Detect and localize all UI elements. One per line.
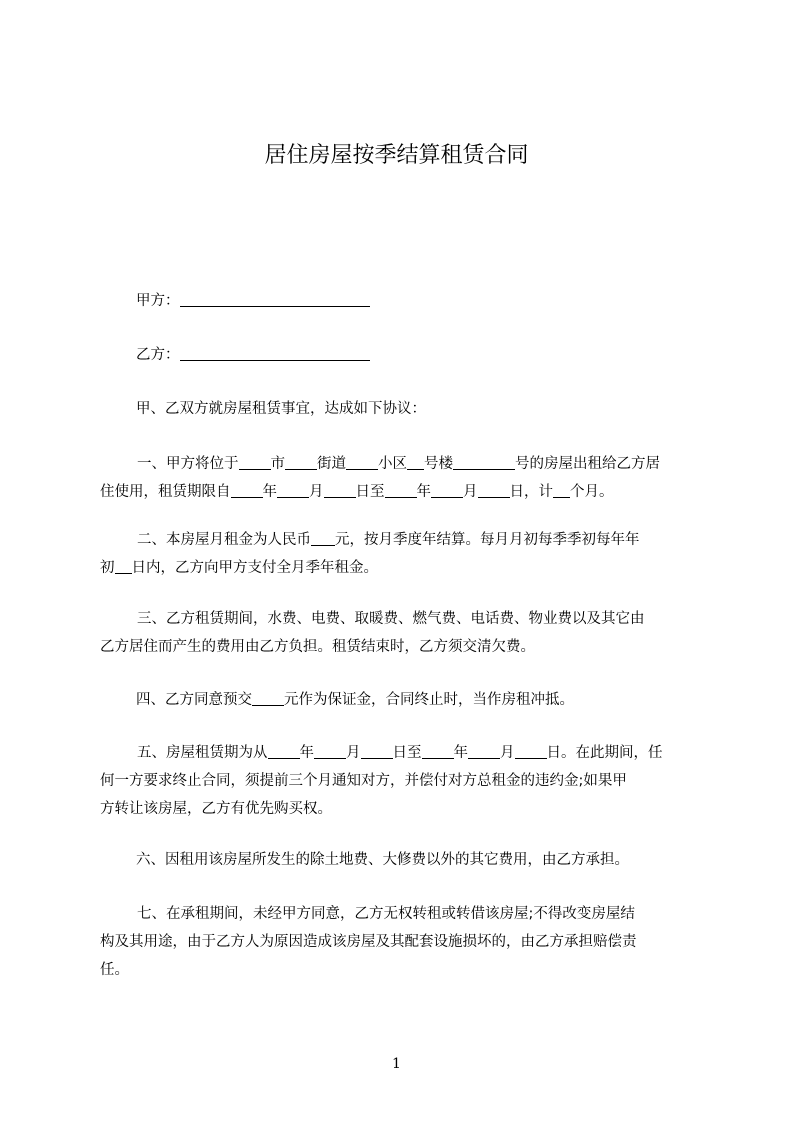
clause-3-line-2: 乙方居住而产生的费用由乙方负担。租赁结束时，乙方须交清欠费。	[100, 639, 535, 655]
clause-7	[100, 900, 710, 984]
clause-3	[100, 605, 710, 661]
clause-7-line-1: 七、在承租期间，未经甲方同意，乙方无权转租或转借该房屋;不得改变房屋结	[137, 906, 635, 922]
clause-2-line-2: 初 日内，乙方向甲方支付全月季年租金。	[100, 554, 710, 582]
party-a-line	[136, 287, 746, 315]
party-a-blank	[180, 290, 370, 307]
clause-2	[100, 526, 710, 582]
intro-text: 甲、乙双方就房屋租赁事宜，达成如下协议：	[136, 401, 426, 417]
clause-5-line-3: 方转让该房屋，乙方有优先购买权。	[100, 801, 332, 817]
clause-6: 六、因租用该房屋所发生的除土地费、大修费以外的其它费用，由乙方承担。	[136, 852, 629, 868]
clause-5-line-2: 何一方要求终止合同，须提前三个月通知对方，并偿付对方总租金的违约金;如果甲	[100, 773, 627, 789]
clause-3-line-1: 三、乙方租赁期间，水费、电费、取暖费、燃气费、电话费、物业费以及其它由	[137, 611, 645, 627]
clause-1	[100, 450, 710, 506]
party-b-line	[136, 341, 746, 369]
party-b-blank	[180, 344, 370, 361]
clause-5	[100, 739, 710, 823]
intro-paragraph	[136, 395, 746, 423]
clause-4: 四、乙方同意预交 元作为保证金，合同终止时，当作房租冲抵。	[136, 686, 746, 714]
clause-1-line-1: 一、甲方将位于 市 街道 小区 号楼 号的房屋出租给乙方居	[100, 450, 710, 478]
clause-5-line-1: 五、房屋租赁期为从 年 月 日至 年 月 日。在此期间，任	[100, 739, 710, 767]
document-title: 居住房屋按季结算租赁合同	[264, 143, 529, 168]
clause-2-line-1: 二、本房屋月租金为人民币 元，按月季度年结算。每月月初每季季初每年年	[100, 526, 710, 554]
page-number: 1	[392, 1056, 401, 1072]
clause-7-line-3: 任。	[100, 962, 129, 978]
party-a-label: 甲方：	[136, 293, 180, 309]
clause-1-line-2: 住使用，租赁期限自 年 月 日至 年 月 日，计 个月。	[100, 478, 710, 506]
party-b-label: 乙方：	[136, 347, 180, 363]
clause-7-line-2: 构及其用途，由于乙方人为原因造成该房屋及其配套设施损坏的，由乙方承担赔偿责	[100, 934, 637, 950]
